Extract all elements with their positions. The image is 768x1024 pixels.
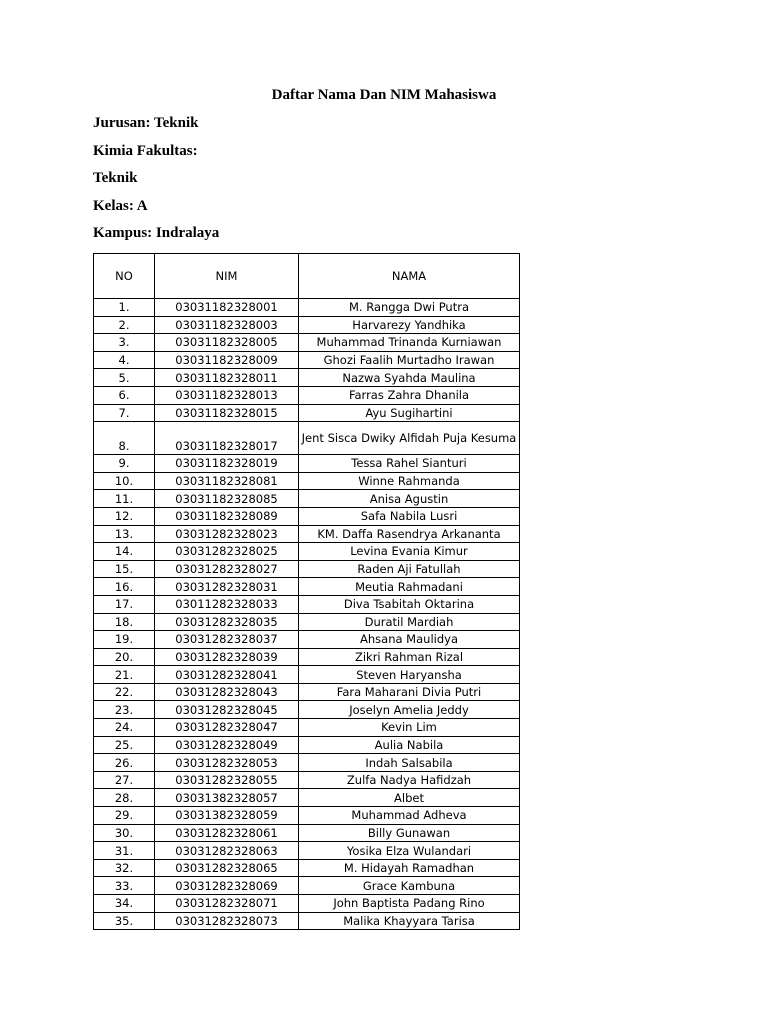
- cell-no: 29.: [94, 807, 155, 825]
- table-row: [94, 490, 520, 508]
- cell-nim: 03031282328063: [155, 842, 299, 860]
- table-row: [94, 507, 520, 525]
- cell-no: 25.: [94, 736, 155, 754]
- cell-no: 13.: [94, 525, 155, 543]
- cell-nama: Nazwa Syahda Maulina: [299, 369, 520, 387]
- cell-nim: 03031282328027: [155, 560, 299, 578]
- cell-nim: 03031282328069: [155, 877, 299, 895]
- cell-nama: Indah Salsabila: [299, 754, 520, 772]
- cell-nim: 03031182328089: [155, 507, 299, 525]
- cell-nim: 03031182328005: [155, 334, 299, 352]
- table-row: [94, 771, 520, 789]
- cell-nama: Meutia Rahmadani: [299, 578, 520, 596]
- cell-no: 23.: [94, 701, 155, 719]
- cell-nama: Malika Khayyara Tarisa: [299, 912, 520, 930]
- cell-no: 9.: [94, 455, 155, 473]
- cell-nim: 03031382328059: [155, 807, 299, 825]
- table-row: [94, 316, 520, 334]
- cell-nama: Raden Aji Fatullah: [299, 560, 520, 578]
- table-row: [94, 595, 520, 613]
- column-header-no: NO: [94, 254, 155, 299]
- table-row: [94, 842, 520, 860]
- table-row: [94, 472, 520, 490]
- cell-nim: 03031282328045: [155, 701, 299, 719]
- cell-no: 16.: [94, 578, 155, 596]
- cell-nama: Levina Evania Kimur: [299, 543, 520, 561]
- cell-nama: Diva Tsabitah Oktarina: [299, 595, 520, 613]
- cell-nama: Aulia Nabila: [299, 736, 520, 754]
- cell-nama: M. Rangga Dwi Putra: [299, 299, 520, 317]
- cell-nim: 03031282328023: [155, 525, 299, 543]
- cell-no: 12.: [94, 507, 155, 525]
- cell-no: 2.: [94, 316, 155, 334]
- table-row: [94, 824, 520, 842]
- table-row: [94, 631, 520, 649]
- table-row: [94, 334, 520, 352]
- cell-nim: 03031382328057: [155, 789, 299, 807]
- table-row: [94, 736, 520, 754]
- table-row: [94, 895, 520, 913]
- cell-nama: Steven Haryansha: [299, 666, 520, 684]
- meta-kampus: Kampus: Indralaya: [93, 225, 220, 241]
- cell-no: 27.: [94, 771, 155, 789]
- cell-nama: Farras Zahra Dhanila: [299, 386, 520, 404]
- cell-nama: KM. Daffa Rasendrya Arkananta: [299, 525, 520, 543]
- table-row: [94, 754, 520, 772]
- cell-nama: Grace Kambuna: [299, 877, 520, 895]
- cell-no: 30.: [94, 824, 155, 842]
- table-row: [94, 299, 520, 317]
- table-row: [94, 525, 520, 543]
- cell-nim: 03031282328053: [155, 754, 299, 772]
- cell-nim: 03031282328055: [155, 771, 299, 789]
- cell-nama: Harvarezy Yandhika: [299, 316, 520, 334]
- cell-nim: 03031282328039: [155, 648, 299, 666]
- cell-no: 26.: [94, 754, 155, 772]
- document-title: Daftar Nama Dan NIM Mahasiswa: [271, 87, 497, 103]
- cell-nim: 03031282328035: [155, 613, 299, 631]
- cell-nim: 03031182328001: [155, 299, 299, 317]
- cell-nama: Muhammad Trinanda Kurniawan: [299, 334, 520, 352]
- table-body: [94, 299, 520, 930]
- cell-nim: 03031282328061: [155, 824, 299, 842]
- cell-nama: Duratil Mardiah: [299, 613, 520, 631]
- cell-no: 32.: [94, 859, 155, 877]
- table-row: [94, 422, 520, 455]
- table-row: [94, 455, 520, 473]
- cell-no: 5.: [94, 369, 155, 387]
- table-row: [94, 701, 520, 719]
- meta-jurusan: Jurusan: Teknik: [93, 115, 199, 131]
- cell-nama: Ayu Sugihartini: [299, 404, 520, 422]
- cell-nim: 03031282328041: [155, 666, 299, 684]
- table-row: [94, 877, 520, 895]
- cell-no: 15.: [94, 560, 155, 578]
- cell-nama: Safa Nabila Lusri: [299, 507, 520, 525]
- table-row: [94, 807, 520, 825]
- table-row: [94, 613, 520, 631]
- table-row: [94, 578, 520, 596]
- cell-nama: Fara Maharani Divia Putri: [299, 683, 520, 701]
- cell-nim: 03031282328071: [155, 895, 299, 913]
- cell-nama: Kevin Lim: [299, 719, 520, 737]
- cell-no: 4.: [94, 351, 155, 369]
- cell-nim: 03031182328013: [155, 386, 299, 404]
- cell-nama: Zulfa Nadya Hafidzah: [299, 771, 520, 789]
- column-header-nama: NAMA: [299, 254, 520, 299]
- cell-no: 33.: [94, 877, 155, 895]
- student-table: [93, 253, 520, 930]
- cell-nama: Muhammad Adheva: [299, 807, 520, 825]
- cell-nim: 03031282328025: [155, 543, 299, 561]
- cell-no: 6.: [94, 386, 155, 404]
- table-row: [94, 351, 520, 369]
- column-header-nim: NIM: [155, 254, 299, 299]
- cell-nim: 03031282328047: [155, 719, 299, 737]
- cell-nim: 03031282328049: [155, 736, 299, 754]
- cell-no: 7.: [94, 404, 155, 422]
- cell-nim: 03031282328037: [155, 631, 299, 649]
- meta-fakultas-value: Teknik: [93, 170, 138, 186]
- cell-nama: Albet: [299, 789, 520, 807]
- cell-nim: 03031182328081: [155, 472, 299, 490]
- cell-nama: Tessa Rahel Sianturi: [299, 455, 520, 473]
- cell-nama: Anisa Agustin: [299, 490, 520, 508]
- cell-no: 31.: [94, 842, 155, 860]
- table-row: [94, 404, 520, 422]
- cell-nama: Joselyn Amelia Jeddy: [299, 701, 520, 719]
- table-row: [94, 386, 520, 404]
- cell-nim: 03031282328073: [155, 912, 299, 930]
- table-row: [94, 789, 520, 807]
- meta-kelas: Kelas: A: [93, 198, 148, 214]
- cell-nama: Zikri Rahman Rizal: [299, 648, 520, 666]
- cell-no: 3.: [94, 334, 155, 352]
- cell-nim: 03031182328009: [155, 351, 299, 369]
- cell-nama: Ghozi Faalih Murtadho Irawan: [299, 351, 520, 369]
- cell-no: 19.: [94, 631, 155, 649]
- cell-no: 21.: [94, 666, 155, 684]
- cell-nim: 03031282328043: [155, 683, 299, 701]
- cell-nim: 03031182328011: [155, 369, 299, 387]
- cell-no: 8.: [94, 422, 155, 455]
- cell-nama: M. Hidayah Ramadhan: [299, 859, 520, 877]
- cell-nama: Jent Sisca Dwiky Alfidah Puja Kesuma: [299, 422, 520, 455]
- cell-nama: Billy Gunawan: [299, 824, 520, 842]
- table-row: [94, 560, 520, 578]
- cell-nim: 03031182328085: [155, 490, 299, 508]
- table-row: [94, 648, 520, 666]
- table-row: [94, 683, 520, 701]
- cell-no: 17.: [94, 595, 155, 613]
- cell-no: 10.: [94, 472, 155, 490]
- cell-nama: Ahsana Maulidya: [299, 631, 520, 649]
- cell-nim: 03031182328019: [155, 455, 299, 473]
- cell-no: 18.: [94, 613, 155, 631]
- cell-no: 22.: [94, 683, 155, 701]
- table-row: [94, 666, 520, 684]
- cell-no: 34.: [94, 895, 155, 913]
- cell-nama: Yosika Elza Wulandari: [299, 842, 520, 860]
- cell-nim: 03031182328017: [155, 422, 299, 455]
- table-row: [94, 543, 520, 561]
- table-row: [94, 719, 520, 737]
- table-row: [94, 912, 520, 930]
- cell-no: 14.: [94, 543, 155, 561]
- cell-no: 24.: [94, 719, 155, 737]
- table-row: [94, 859, 520, 877]
- cell-no: 11.: [94, 490, 155, 508]
- cell-nama: Winne Rahmanda: [299, 472, 520, 490]
- table-header-row: [94, 254, 520, 299]
- cell-no: 1.: [94, 299, 155, 317]
- cell-no: 35.: [94, 912, 155, 930]
- cell-nim: 03031282328065: [155, 859, 299, 877]
- cell-no: 20.: [94, 648, 155, 666]
- cell-nama: John Baptista Padang Rino: [299, 895, 520, 913]
- cell-nim: 03011282328033: [155, 595, 299, 613]
- cell-nim: 03031282328031: [155, 578, 299, 596]
- cell-nim: 03031182328015: [155, 404, 299, 422]
- cell-nim: 03031182328003: [155, 316, 299, 334]
- table-row: [94, 369, 520, 387]
- meta-fakultas: Kimia Fakultas:: [93, 143, 198, 159]
- cell-no: 28.: [94, 789, 155, 807]
